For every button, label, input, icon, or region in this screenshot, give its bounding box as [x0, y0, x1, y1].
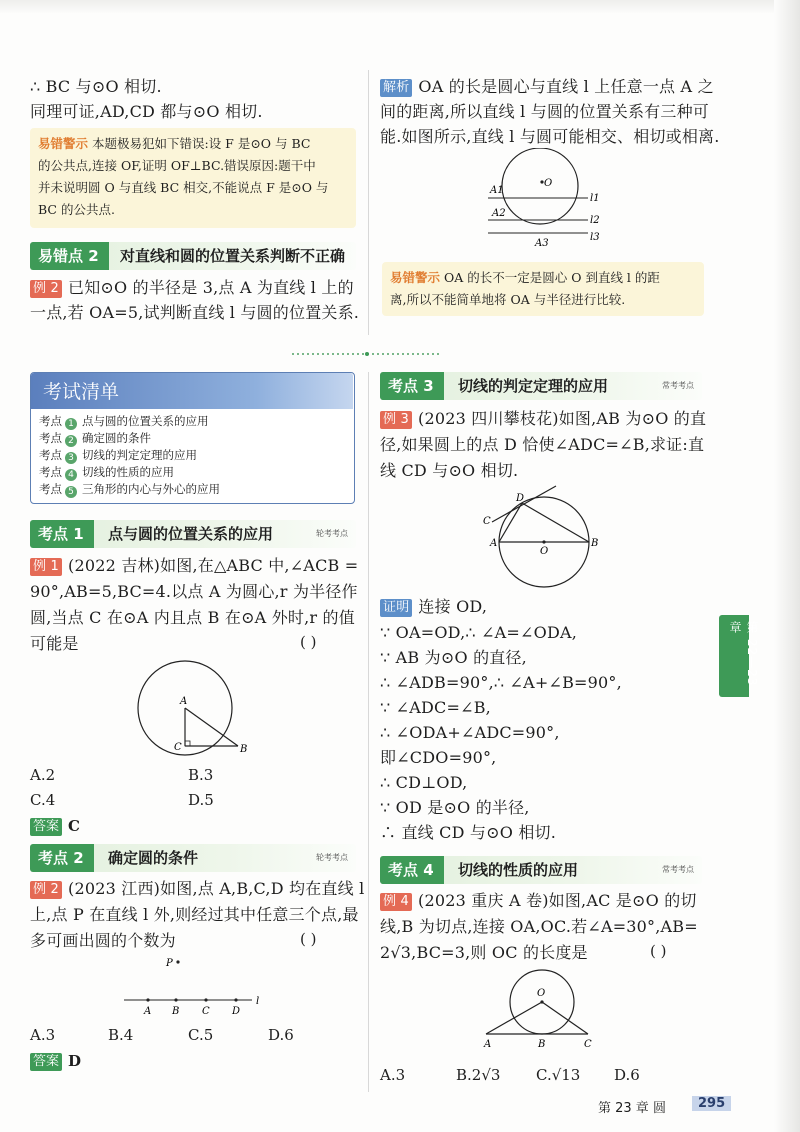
circle-lines-figure [480, 148, 610, 252]
point-a [146, 998, 149, 1001]
example-line [30, 275, 354, 300]
example-tag: 例 4 [380, 893, 412, 911]
analysis-tag: 解析 [380, 79, 412, 97]
proof-text: 连接 OD, [418, 597, 488, 616]
proof-line: ∵ OA=OD,∴ ∠A=∠ODA, [380, 623, 578, 642]
figure-side-ab [185, 708, 238, 746]
checklist-text: 三角形的内心与外心的应用 [82, 482, 220, 496]
proof-line: ∵ AB 为⊙O 的直径, [380, 648, 527, 667]
analysis-line [380, 74, 714, 99]
example-line: 圆,当点 C 在⊙A 内且点 B 在⊙A 外时,r 的值 [30, 608, 355, 627]
section-note: 轮考考点 [316, 529, 348, 538]
option-b[interactable]: B.2√3 [456, 1066, 501, 1084]
triangle-circle-figure [130, 660, 260, 760]
option-a[interactable]: A.2 [30, 766, 56, 784]
figure-label: l [256, 996, 260, 1007]
section-title: 确定圆的条件 [108, 849, 199, 867]
proof-line: 同理可证,AD,CD 都与⊙O 相切. [30, 102, 263, 121]
section-header-mistake-2 [30, 242, 356, 270]
point-p [176, 960, 179, 963]
option-a[interactable]: A.3 [30, 1026, 56, 1044]
section-badge: 考点 2 [30, 844, 94, 872]
figure-label: B [240, 744, 248, 755]
segment-oc [542, 1002, 588, 1034]
proof-line: ∴ 直线 CD 与⊙O 相切. [380, 823, 557, 842]
example-text: (2023 四川攀枝花)如图,AB 为⊙O 的直 [418, 409, 707, 428]
figure-label: A [484, 1039, 492, 1050]
figure-label: B [591, 538, 599, 549]
chapter-side-tab[interactable] [719, 615, 759, 697]
figure-label: O [540, 546, 549, 557]
example-tag: 例 3 [380, 411, 412, 429]
checklist-num: 5 [65, 486, 77, 498]
option-c[interactable]: C.4 [30, 791, 56, 809]
section-badge: 考点 3 [380, 372, 444, 400]
checklist-prefix: 考点 [39, 482, 62, 496]
checklist-num: 2 [65, 435, 77, 447]
checklist-header [31, 373, 353, 409]
figure-label: l2 [590, 215, 600, 226]
point-c [204, 998, 207, 1001]
section-header-kp2 [30, 844, 356, 872]
point-d [234, 998, 237, 1001]
warning-line: 离,所以不能简单地将 OA 与半径进行比较. [390, 292, 626, 307]
section-title: 点与圆的位置关系的应用 [108, 525, 274, 543]
checklist-text: 切线的判定定理的应用 [82, 448, 197, 462]
analysis-line: 间的距离,所以直线 l 与圆的位置关系有三种可 [380, 102, 709, 121]
answer-line [30, 1050, 81, 1072]
warning-line: BC 的公共点. [38, 202, 115, 217]
option-b[interactable]: B.4 [108, 1026, 134, 1044]
answer-paren: ( ) [300, 930, 317, 948]
proof-line: ∵ ∠ADC=∠B, [380, 698, 491, 717]
warning-text: OA 的长不一定是圆心 O 到直线 l 的距 [444, 270, 660, 285]
warning-line: 并未说明圆 O 与直线 BC 相交,不能说点 F 是⊙O 与 [38, 180, 329, 195]
example-line: 90°,AB=5,BC=4.以点 A 为圆心,r 为半径作 [30, 582, 358, 601]
figure-label: A [144, 1006, 152, 1017]
figure-label: C [584, 1039, 592, 1050]
footer-chapter: 第 23 章 圆 [598, 1101, 666, 1116]
checklist-item[interactable] [39, 413, 209, 430]
proof-line [380, 594, 487, 619]
column-divider [368, 372, 369, 1092]
checklist-num: 3 [65, 452, 77, 464]
figure-circle [502, 148, 578, 224]
answer-paren: ( ) [300, 633, 317, 651]
warning-box [382, 262, 704, 316]
tangent-proof-figure [478, 484, 608, 588]
example-text: (2023 重庆 A 卷)如图,AC 是⊙O 的切 [418, 891, 697, 910]
example-line [30, 553, 358, 578]
proof-line: ∴ ∠ADB=90°,∴ ∠A+∠B=90°, [380, 673, 622, 692]
figure-label: A2 [492, 208, 506, 219]
option-d[interactable]: D.5 [188, 791, 214, 809]
checklist-item[interactable] [39, 430, 151, 447]
figure-label: P [166, 958, 173, 969]
example-line: 可能是 [30, 634, 79, 653]
warning-box [30, 128, 356, 228]
proof-tag: 证明 [380, 599, 412, 617]
section-header-kp4 [380, 856, 702, 884]
figure-label: B [538, 1039, 546, 1050]
option-d[interactable]: D.6 [614, 1066, 640, 1084]
section-title: 切线的判定定理的应用 [458, 377, 609, 395]
option-c[interactable]: C.5 [188, 1026, 214, 1044]
figure-center-point [542, 540, 545, 543]
section-title: 切线的性质的应用 [458, 861, 579, 879]
option-b[interactable]: B.3 [188, 766, 214, 784]
example-line: 径,如果圆上的点 D 恰使∠ADC=∠B,求证:直 [380, 435, 705, 454]
option-a[interactable]: A.3 [380, 1066, 406, 1084]
checklist-item[interactable] [39, 447, 197, 464]
right-angle-mark [185, 741, 190, 746]
figure-label: D [516, 493, 525, 504]
chord-ad [499, 503, 522, 542]
section-note: 常考考点 [662, 865, 694, 874]
figure-label: B [172, 1006, 180, 1017]
page-top-shadow [0, 0, 800, 14]
warning-line [390, 268, 660, 288]
checklist-item[interactable] [39, 481, 220, 498]
checklist-text: 确定圆的条件 [82, 431, 151, 445]
example-text: (2023 江西)如图,点 A,B,C,D 均在直线 l [68, 879, 365, 898]
chord-db [522, 503, 589, 542]
section-badge: 考点 4 [380, 856, 444, 884]
checklist-item[interactable] [39, 464, 174, 481]
example-line: 多可画出圆的个数为 [30, 931, 176, 950]
point-b [174, 998, 177, 1001]
example-text: (2022 吉林)如图,在△ABC 中,∠ACB = [68, 556, 359, 575]
points-line-figure [110, 954, 270, 1018]
figure-label: C [483, 516, 491, 527]
proof-line: 即∠CDO=90°, [380, 748, 497, 767]
checklist-prefix: 考点 [39, 431, 62, 445]
section-title: 对直线和圆的位置关系判断不正确 [120, 247, 346, 265]
section-badge: 易错点 2 [30, 242, 109, 270]
option-d[interactable]: D.6 [268, 1026, 294, 1044]
section-note: 常考考点 [662, 381, 694, 390]
example-line: 线 CD 与⊙O 相切. [380, 461, 519, 480]
figure-label: C [202, 1006, 210, 1017]
figure-label: D [232, 1006, 241, 1017]
tangent-triangle-figure [476, 968, 606, 1056]
answer-value: C [68, 817, 80, 835]
segment-oa [486, 1002, 542, 1034]
example-tag: 例 2 [30, 881, 62, 899]
page-right-shadow [774, 0, 800, 1132]
figure-label: O [544, 178, 553, 189]
page-number: 295 [692, 1096, 731, 1111]
exam-checklist [30, 372, 355, 504]
section-header-kp3 [380, 372, 702, 400]
figure-center-point [540, 1000, 543, 1003]
example-line: 一点,若 OA=5,试判断直线 l 与圆的位置关系. [30, 303, 360, 322]
option-c[interactable]: C.√13 [536, 1066, 581, 1084]
dotted-separator [292, 352, 442, 356]
checklist-num: 4 [65, 469, 77, 481]
warning-text: 本题极易犯如下错误:设 F 是⊙O 与 BC [92, 136, 311, 151]
chapter-side-tab-label: 第 22—23 章 [728, 621, 759, 687]
proof-line: ∴ BC 与⊙O 相切. [30, 77, 162, 96]
answer-tag: 答案 [30, 818, 62, 836]
answer-line [30, 815, 80, 837]
column-divider [368, 70, 369, 335]
example-tag: 例 2 [30, 280, 62, 298]
example-text: 已知⊙O 的半径是 3,点 A 为直线 l 上的 [68, 278, 354, 297]
warning-line [38, 134, 310, 154]
example-line [380, 406, 706, 431]
example-line [30, 876, 364, 901]
analysis-text: OA 的长是圆心与直线 l 上任意一点 A 之 [418, 77, 714, 96]
section-badge: 考点 1 [30, 520, 94, 548]
figure-label: O [537, 988, 546, 999]
proof-line: ∴ CD⊥OD, [380, 773, 468, 792]
example-line: 线,B 为切点,连接 OA,OC.若∠A=30°,AB= [380, 917, 698, 936]
section-note: 轮考考点 [316, 853, 348, 862]
checklist-text: 切线的性质的应用 [82, 465, 174, 479]
checklist-title: 考试清单 [43, 381, 120, 403]
figure-label: A3 [535, 238, 549, 249]
checklist-num: 1 [65, 418, 77, 430]
section-header-kp1 [30, 520, 356, 548]
figure-label: l1 [590, 193, 600, 204]
figure-label: A [180, 696, 188, 707]
example-line: 上,点 P 在直线 l 外,则经过其中任意三个点,最 [30, 905, 359, 924]
checklist-prefix: 考点 [39, 465, 62, 479]
figure-label: A [490, 538, 498, 549]
example-tag: 例 1 [30, 558, 62, 576]
figure-label: l3 [590, 232, 600, 243]
proof-line: ∴ ∠ODA+∠ADC=90°, [380, 723, 560, 742]
example-line [380, 888, 697, 913]
checklist-prefix: 考点 [39, 448, 62, 462]
answer-tag: 答案 [30, 1053, 62, 1071]
answer-paren: ( ) [650, 942, 667, 960]
figure-label: C [174, 742, 182, 753]
analysis-line: 能.如图所示,直线 l 与圆可能相交、相切或相离. [380, 127, 720, 146]
example-line: 2√3,BC=3,则 OC 的长度是 [380, 943, 588, 962]
figure-label: A1 [490, 185, 504, 196]
warning-label: 易错警示 [38, 136, 89, 151]
warning-line: 的公共点,连接 OF,证明 OF⊥BC.错误原因:题干中 [38, 158, 316, 173]
checklist-prefix: 考点 [39, 414, 62, 428]
checklist-text: 点与圆的位置关系的应用 [82, 414, 209, 428]
warning-label: 易错警示 [390, 270, 441, 285]
answer-value: D [68, 1052, 82, 1070]
proof-line: ∵ OD 是⊙O 的半径, [380, 798, 530, 817]
